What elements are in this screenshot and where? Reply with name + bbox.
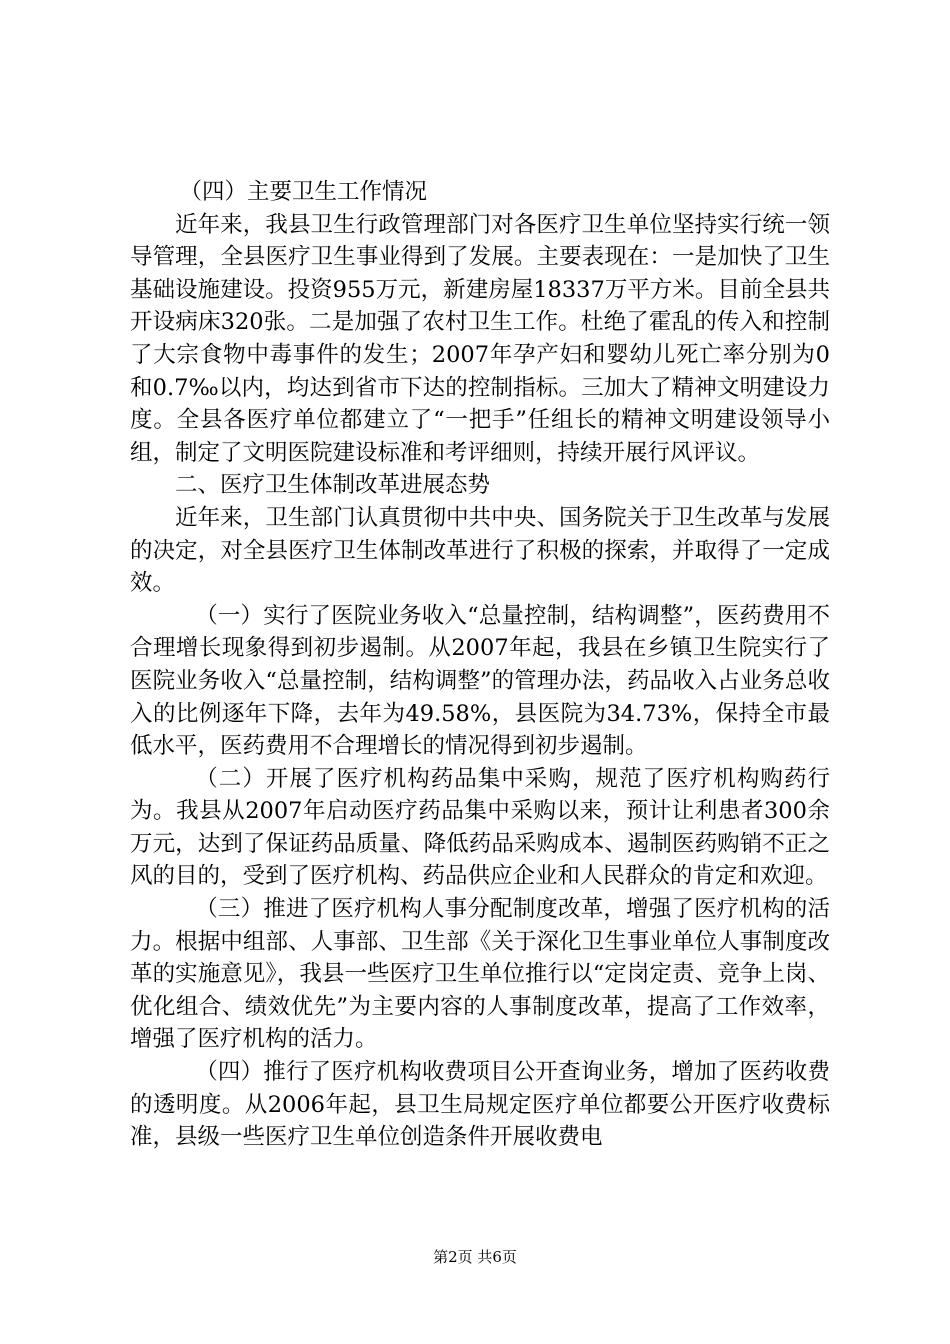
heading-reform-progress: 二、医疗卫生体制改革进展态势 xyxy=(175,472,491,499)
document-body xyxy=(130,176,830,1154)
paragraph-reform-1: （一）实行了医院业务收入“总量控制，结构调整”，医药费用不合理增长现象得到初步遏制。从2007年起，我县在乡镇卫生院实行了医院业务收入“总量控制，结构调整”的管理办法，药品收入占业务总收入的比例逐年下降，去年为49.58%，县医院为34.73%，保持全市最低水平，医药费用不合理增长的情况得到初步遏制。 xyxy=(130,602,830,760)
paragraph-reform-4: （四）推行了医疗机构收费项目公开查询业务，增加了医药收费的透明度。从2006年起，县卫生局规定医疗单位都要公开医疗收费标准，县级一些医疗卫生单位创造条件开展收费电 xyxy=(130,1059,830,1151)
paragraph-reform-intro: 近年来，卫生部门认真贯彻中共中央、国务院关于卫生改革与发展的决定，对全县医疗卫生体制改革进行了积极的探索，并取得了一定成效。 xyxy=(130,504,830,597)
paragraph-health-work: 近年来，我县卫生行政管理部门对各医疗卫生单位坚持实行统一领导管理，全县医疗卫生事业得到了发展。主要表现在：一是加快了卫生基础设施建设。投资955万元，新建房屋18337万平方米。目前全县共开设病床320张。二是加强了农村卫生工作。杜绝了霍乱的传入和控制了大宗食物中毒事件的发生；2007年孕产妇和婴幼儿死亡率分别为0和0.7‰以内，均达到省市下达的控制指标。三加大了精神文明建设力度。全县各医疗单位都建立了“一把手”任组长的精神文明建设领导小组，制定了文明医院建设标准和考评细则，持续开展行风评议。 xyxy=(130,211,830,466)
page-footer xyxy=(0,1246,950,1267)
paragraph-reform-2: （二）开展了医疗机构药品集中采购，规范了医疗机构购药行为。我县从2007年启动医疗药品集中采购以来，预计让利患者300余万元，达到了保证药品质量、降低药品采购成本、遏制医药购销不正之风的目的，受到了医疗机构、药品供应企业和人民群众的肯定和欢迎。 xyxy=(130,765,830,890)
paragraph-reform-3: （三）推进了医疗机构人事分配制度改革，增强了医疗机构的活力。根据中组部、人事部、卫生部《关于深化卫生事业单位人事制度改革的实施意见》，我县一些医疗卫生单位推行以“定岗定责、竞争上岗、优化组合、绩效优先”为主要内容的人事制度改革，提高了工作效率，增强了医疗机构的活力。 xyxy=(130,896,830,1053)
page-number: 第2页 共6页 xyxy=(433,1248,517,1266)
heading-health-work: （四）主要卫生工作情况 xyxy=(179,179,428,205)
